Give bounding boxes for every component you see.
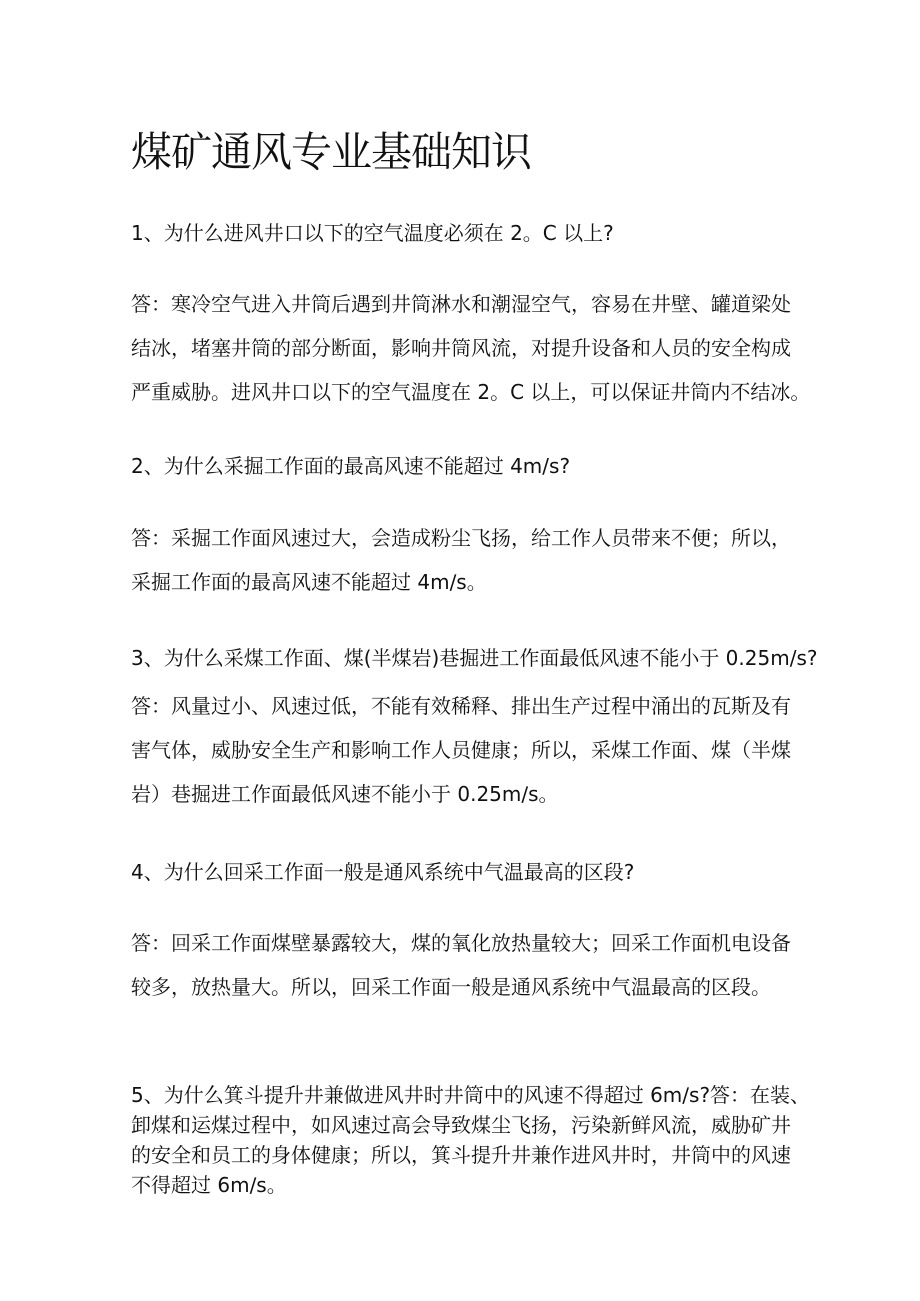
answer-2-line-1: 答：采掘工作面风速过大，会造成粉尘飞扬，给工作人员带来不便；所以， xyxy=(131,526,791,550)
question-5-line-2: 卸煤和运煤过程中，如风速过高会导致煤尘飞扬，污染新鲜风流，威胁矿井 xyxy=(131,1113,791,1137)
answer-4 xyxy=(131,921,821,1009)
answer-2 xyxy=(131,516,821,604)
question-3: 3、为什么采煤工作面、煤(半煤岩)巷掘进工作面最低风速不能小于 0.25m/s? xyxy=(131,646,818,670)
document-title: 煤矿通风专业基础知识 xyxy=(131,128,531,176)
answer-1-line-3: 严重威胁。进风井口以下的空气温度在 2。C 以上，可以保证井筒内不结冰。 xyxy=(131,380,811,404)
question-5-and-answer xyxy=(131,1080,821,1200)
answer-1-line-2: 结冰，堵塞井筒的部分断面，影响井筒风流，对提升设备和人员的安全构成 xyxy=(131,336,791,360)
answer-1-line-1: 答：寒冷空气进入井筒后遇到井筒淋水和潮湿空气，容易在井壁、罐道梁处 xyxy=(131,292,791,316)
question-5-line-1: 5、为什么箕斗提升井兼做进风井时井筒中的风速不得超过 6m∕s?答：在装、 xyxy=(131,1083,811,1107)
answer-1 xyxy=(131,282,821,414)
question-4: 4、为什么回采工作面一般是通风系统中气温最高的区段? xyxy=(131,860,635,884)
question-2: 2、为什么采掘工作面的最高风速不能超过 4m/s? xyxy=(131,454,571,478)
answer-3-line-3: 岩）巷掘进工作面最低风速不能小于 0.25m∕s。 xyxy=(131,782,559,806)
answer-2-line-2: 采掘工作面的最高风速不能超过 4m∕s。 xyxy=(131,570,487,594)
answer-3 xyxy=(131,684,821,816)
answer-3-line-2: 害气体，威胁安全生产和影响工作人员健康；所以，采煤工作面、煤（半煤 xyxy=(131,738,791,762)
question-1: 1、为什么进风井口以下的空气温度必须在 2。C 以上? xyxy=(131,221,614,245)
answer-4-line-1: 答：回采工作面煤壁暴露较大，煤的氧化放热量较大；回采工作面机电设备 xyxy=(131,931,791,955)
question-5-line-4: 不得超过 6m∕s。 xyxy=(131,1173,287,1197)
question-5-line-3: 的安全和员工的身体健康；所以，箕斗提升井兼作进风井时，井筒中的风速 xyxy=(131,1143,791,1167)
answer-4-line-2: 较多，放热量大。所以，回采工作面一般是通风系统中气温最高的区段。 xyxy=(131,975,771,999)
answer-3-line-1: 答：风量过小、风速过低，不能有效稀释、排出生产过程中涌出的瓦斯及有 xyxy=(131,694,791,718)
